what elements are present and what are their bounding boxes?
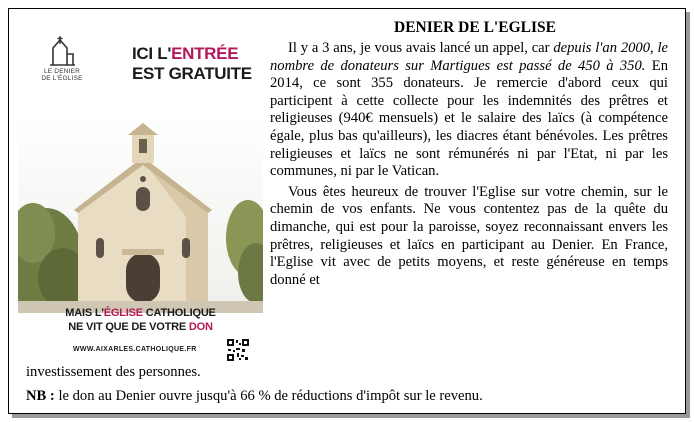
poster-tagline: [18, 306, 263, 334]
nb-label: NB :: [26, 388, 55, 404]
article-title: DENIER DE L'EGLISE: [394, 19, 556, 36]
headline-entree: ENTRÉE: [171, 44, 239, 63]
denier-logo: [40, 36, 84, 82]
denier-poster: [18, 18, 263, 367]
paragraph-1-italic: depuis l'an 2000, le nombre de donateurs sur Martigues est passé de 450 à 350.: [270, 40, 668, 74]
tagline-start: MAIS L': [65, 307, 104, 319]
logo-line-1: LE DENIER: [43, 68, 81, 75]
paragraph-2: Vous êtes heureux de trouver l'Eglise sur votre chemin, sur le chemin de vos enfants. Ne vous contentez pas de la quête du dimanche, qui est pour la paroisse, soyez reconnaissant envers les prêtres, religieuses et laïcs en participant au Denier. En France, l'Eglise vit avec de petits moyens, et reste généreuse en temps donné et: [270, 183, 668, 288]
paragraph-2-tail: investissement des personnes.: [26, 364, 201, 380]
church-photo: [18, 113, 263, 313]
poster-headline: [132, 44, 260, 84]
qr-code-icon: [227, 339, 249, 361]
logo-line-2: DE L'ÉGLISE: [41, 75, 83, 82]
article-body: [270, 40, 668, 289]
church-logo-icon: [47, 36, 77, 66]
tagline-line2: NE VIT QUE DE VOTRE: [68, 321, 189, 333]
tagline-don: DON: [188, 321, 213, 333]
nb-note: [26, 388, 666, 406]
headline-gratuite: EST GRATUITE: [132, 64, 252, 83]
paragraph-1-rest: En 2014, ce sont 355 donateurs. Je remercie d'abord ceux qui participent à cette collecte pour les indemnités des prêtres et religieuses (940€ mensuels) et le salaire des laïcs (à compétence égale, plus bas qu'ailleurs), les diacres étant bénévoles. Les prêtres religieuses et laïcs ne sont rémunérés ni par l'Etat, ni par les communes, ni par le Vatican.: [270, 57, 668, 180]
poster-url: WWW.AIXARLES.CATHOLIQUE.FR: [73, 346, 197, 353]
paragraph-1-intro: Il y a 3 ans, je vous avais lancé un appel, car: [288, 40, 554, 56]
tagline-eglise: ÉGLISE: [103, 307, 143, 319]
paragraph-1: [270, 40, 668, 181]
headline-ici: ICI L': [132, 44, 172, 63]
nb-text: le don au Denier ouvre jusqu'à 66 % de réductions d'impôt sur le revenu.: [54, 388, 483, 404]
tagline-catholique: CATHOLIQUE: [142, 307, 216, 319]
